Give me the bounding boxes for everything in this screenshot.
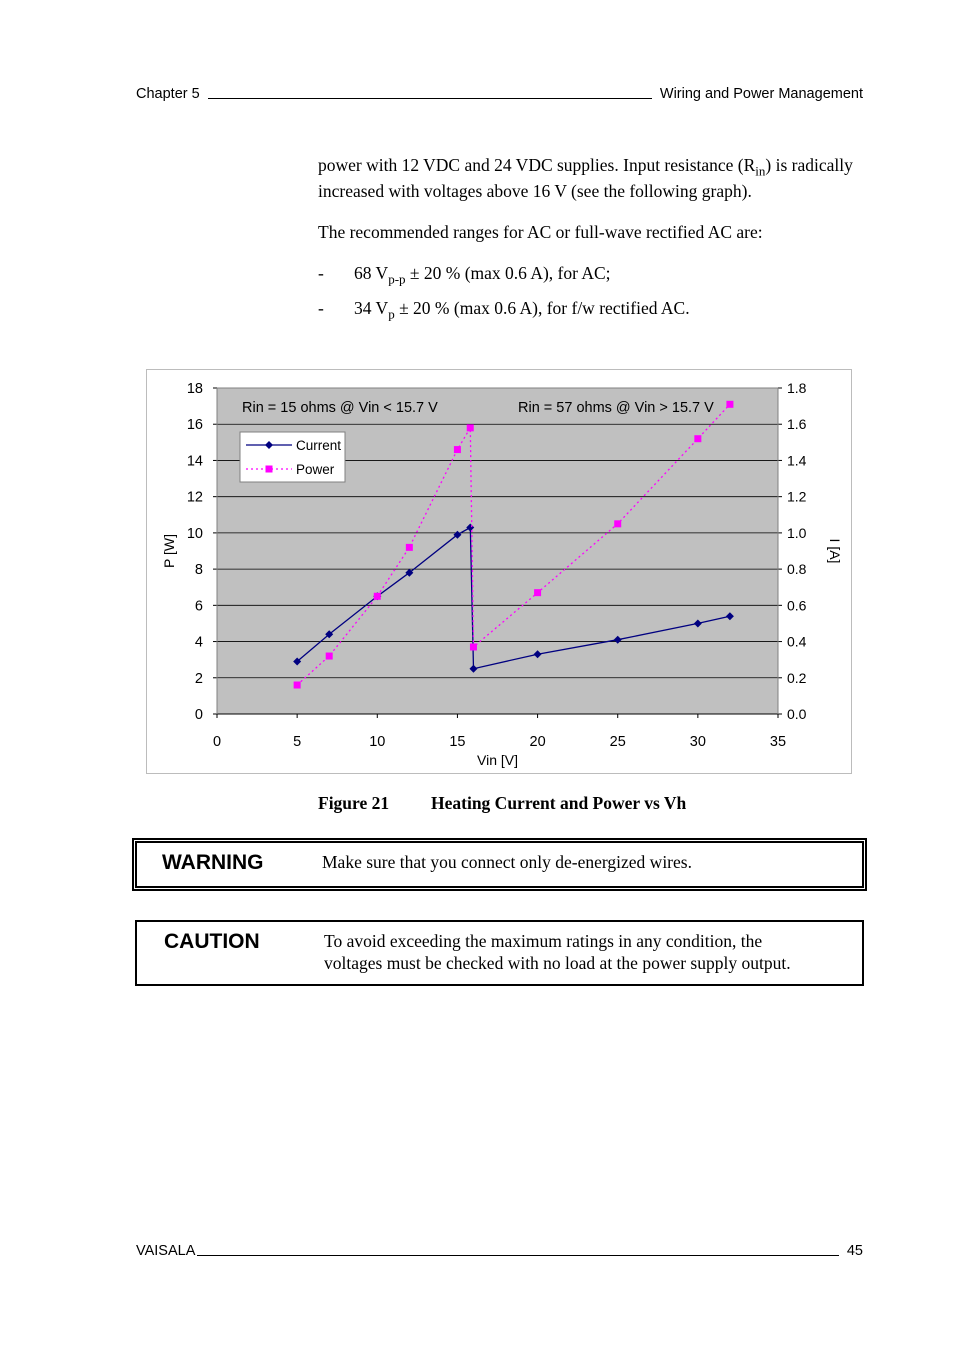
annotation-low: Rin = 15 ohms @ Vin < 15.7 V — [242, 400, 438, 416]
data-point-power — [470, 643, 477, 650]
y-left-tick-label: 6 — [194, 598, 203, 615]
y-right-tick-label: 0.4 — [787, 633, 807, 650]
caution-keyword: CAUTION — [164, 930, 260, 953]
x-tick-label: 25 — [609, 734, 626, 750]
caution-message — [324, 930, 791, 984]
data-point-power — [726, 401, 733, 408]
y-right-tick-label: 0.6 — [787, 597, 807, 614]
y-left-tick-label: 8 — [194, 562, 203, 579]
warning-message: Make sure that you connect only de-energized wires. — [322, 852, 692, 872]
y-right-tick-label: 0.2 — [787, 669, 807, 686]
y-right-tick-label: 1.8 — [787, 380, 807, 396]
data-point-power — [467, 424, 474, 431]
para1-text-a: power with 12 VDC and 24 VDC supplies. Input resistance (R — [318, 155, 756, 175]
page-footer — [136, 1243, 863, 1259]
legend-label-power: Power — [296, 462, 335, 477]
x-tick-label: 15 — [449, 734, 466, 750]
y-left-tick-label: 12 — [186, 489, 203, 506]
y-left-tick-label: 0 — [194, 707, 203, 723]
data-point-power — [534, 589, 541, 596]
caution-line-1: To avoid exceeding the maximum ratings in any condition, the — [324, 931, 763, 951]
y-left-tick-label: 10 — [186, 525, 203, 542]
x-axis-label: Vin [V] — [477, 752, 518, 768]
annotation-high: Rin = 57 ohms @ Vin > 15.7 V — [518, 400, 714, 416]
x-tick-label: 35 — [769, 734, 787, 750]
list-item-text: 68 $V_{p-p} \pm 20$ % (max 0.6 A), for AC; — [354, 263, 611, 287]
y-right-axis-label: I [A] — [827, 538, 843, 564]
page-header — [136, 86, 863, 102]
y-right-tick-label: 0.8 — [787, 561, 807, 578]
data-point-power — [454, 446, 461, 453]
data-point-power — [406, 544, 413, 551]
list-item — [318, 295, 878, 321]
legend-marker-power — [266, 466, 273, 473]
data-point-power — [614, 520, 621, 527]
y-right-tick-label: 1.2 — [787, 488, 807, 505]
y-left-tick-label: 16 — [186, 417, 203, 434]
x-tick-label: 5 — [293, 734, 302, 750]
y-right-tick-label: 1.4 — [787, 452, 807, 469]
footer-rule — [197, 1255, 838, 1256]
warning-keyword: WARNING — [162, 851, 264, 874]
paragraph-resistance — [318, 152, 878, 204]
figure-title: Heating Current and Power vs Vh — [431, 793, 687, 813]
para1-subscript: in — [755, 163, 766, 179]
caution-box — [135, 920, 864, 986]
x-tick-label: 0 — [212, 734, 222, 750]
para1-text-b: ) is radically increased with voltages above 16 V (see the following graph). — [318, 155, 853, 201]
y-right-tick-label: 1.6 — [787, 416, 807, 433]
paragraph-ranges: The recommended ranges for AC or full-wave rectified AC are: — [318, 222, 763, 242]
x-tick-label: 20 — [529, 734, 546, 750]
list-item-text: 34 $V_p \pm 20$ % (max 0.6 A), for f/w rectified AC. — [354, 298, 690, 322]
list-item — [318, 260, 878, 286]
body-text — [318, 152, 878, 330]
chart-svg — [146, 369, 852, 774]
y-left-tick-label: 4 — [194, 634, 203, 651]
list-dash: - — [318, 263, 324, 283]
chapter-title: Wiring and Power Management — [659, 86, 863, 102]
y-right-tick-label: 0.0 — [787, 706, 807, 722]
data-point-power — [694, 435, 701, 442]
x-tick-label: 30 — [689, 734, 706, 750]
header-rule — [208, 98, 652, 99]
y-left-axis-label: P [W] — [161, 534, 177, 568]
data-point-power — [374, 593, 381, 600]
company-name: VAISALA — [136, 1243, 196, 1259]
figure-number: Figure 21 — [318, 793, 390, 813]
x-tick-label: 10 — [369, 734, 386, 750]
data-point-power — [294, 682, 301, 689]
list-dash: - — [318, 298, 324, 318]
page-number: 45 — [846, 1243, 863, 1259]
y-left-tick-label: 18 — [186, 381, 203, 397]
data-point-power — [326, 653, 333, 660]
y-left-tick-label: 14 — [186, 453, 203, 470]
heating-chart — [146, 369, 852, 774]
y-right-tick-label: 1.0 — [787, 524, 807, 541]
warning-box — [132, 838, 867, 891]
y-left-tick-label: 2 — [194, 670, 203, 687]
legend-label-current: Current — [296, 438, 342, 453]
caution-line-2: voltages must be checked with no load at the power supply output. — [324, 953, 791, 973]
chapter-label: Chapter 5 — [136, 86, 200, 102]
figure-caption — [318, 793, 686, 814]
